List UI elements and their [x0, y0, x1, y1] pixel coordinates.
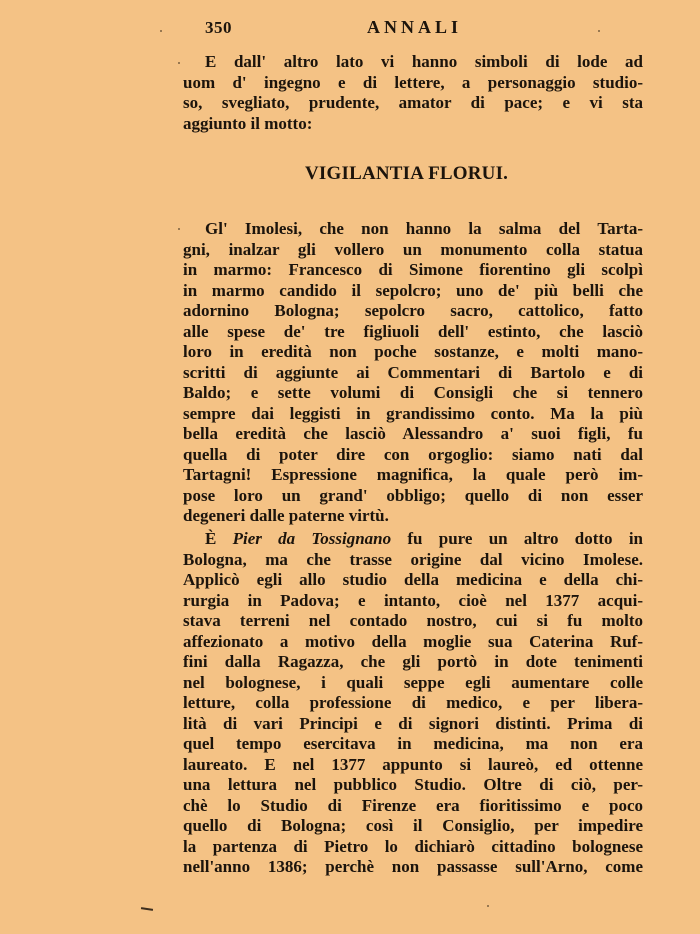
text-line: loro in eredità non poche sostanze, e molti mano- — [183, 342, 643, 361]
text-line: una lettura nel pubblico Studio. Oltre di ciò, per- — [183, 775, 643, 794]
text-line: degeneri dalle paterne virtù. — [183, 506, 389, 525]
text-line: quella di poter dire con orgoglio: siamo nati dal — [183, 444, 643, 464]
text-line: letture, colla professione di medico, e per libera- — [183, 693, 643, 712]
text-line: adornino Bologna; sepolcro sacro, cattolico, fatto — [183, 301, 643, 320]
text-line: fini dalla Ragazza, che gli portò in dote tenimenti — [183, 652, 643, 671]
text-line: scritti di aggiunte ai Commentari di Bartolo e di — [183, 362, 643, 382]
page-header — [205, 18, 485, 42]
text-line: quel tempo esercitava in medicina, ma non era — [183, 734, 643, 753]
text-line-first — [183, 529, 643, 550]
text-line: Tartagni! Espressione magnifica, la quale però im- — [183, 465, 643, 484]
text-line: E dall' altro lato vi hanno simboli di lode ad — [205, 52, 643, 71]
paper-speck — [487, 905, 489, 907]
paper-speck — [178, 62, 180, 64]
text-line: stava terreni nel contado nostro, cui si fu molto — [183, 611, 643, 630]
text-line: nell'anno 1386; perchè non passasse sull'Arno, come — [183, 857, 643, 876]
text-line: laureato. E nel 1377 appunto si laureò, ed ottenne — [183, 754, 643, 774]
paper-speck — [598, 30, 600, 32]
line-prefix: È — [205, 529, 233, 548]
text-line: la partenza di Pietro lo dichiarò cittadino bolognese — [183, 836, 643, 856]
page-number: 350 — [205, 18, 232, 37]
text-line: quello di Bologna; così il Consiglio, per impedire — [183, 816, 643, 835]
motto-heading: VIGILANTIA FLORUI. — [305, 163, 509, 184]
text-line: so, svegliato, prudente, amator di pace; e vi sta — [183, 93, 643, 112]
person-name-italic: Pier da Tossignano — [232, 529, 392, 548]
text-line: Applicò egli allo studio della medicina e della chi- — [183, 570, 643, 589]
text-line: Bologna, ma che trasse origine dal vicino Imolese. — [183, 549, 643, 569]
text-line: lità di vari Principi e di signori distinti. Prima di — [183, 713, 643, 733]
text-line: sempre dai leggisti in grandissimo conto. Ma la più — [183, 403, 643, 423]
text-line: pose loro un grand' obbligo; quello di non esser — [183, 485, 643, 505]
text-line: Baldo; e sette volumi di Consigli che si tennero — [183, 383, 643, 402]
paper-speck — [160, 30, 162, 32]
paragraph-tossignano — [183, 529, 643, 878]
text-line: aggiunto il motto: — [183, 113, 313, 133]
paragraph-lode — [183, 52, 643, 134]
text-line: rurgia in Padova; e intanto, cioè nel 1377 acqui- — [183, 590, 643, 610]
text-line: in marmo: Francesco di Simone fiorentino gli scolpì — [183, 260, 643, 279]
running-head: ANNALI — [367, 17, 463, 37]
text-line: Gl' Imolesi, che non hanno la salma del Tarta- — [205, 219, 643, 238]
ink-mark — [141, 907, 153, 911]
paragraph-imolesi — [183, 219, 643, 527]
text-line: bella eredità che lasciò Alessandro a' suoi figli, fu — [183, 424, 643, 443]
text-line: chè lo Studio di Firenze era fioritissimo e poco — [183, 795, 643, 815]
text-line: affezionato a motivo della moglie sua Caterina Ruf- — [183, 631, 643, 651]
text-line: in marmo candido il sepolcro; uno de' più belli che — [183, 280, 643, 300]
text-line: alle spese de' tre figliuoli dell' estinto, che lasciò — [183, 321, 643, 341]
paper-speck — [178, 228, 180, 230]
text-line: nel bolognese, i quali seppe egli aumentare colle — [183, 672, 643, 692]
text-line: gni, inalzar gli vollero un monumento colla statua — [183, 239, 643, 259]
text-line: uom d' ingegno e di lettere, a personaggio studio- — [183, 72, 643, 92]
line-suffix: fu pure un altro dotto in — [391, 529, 643, 548]
